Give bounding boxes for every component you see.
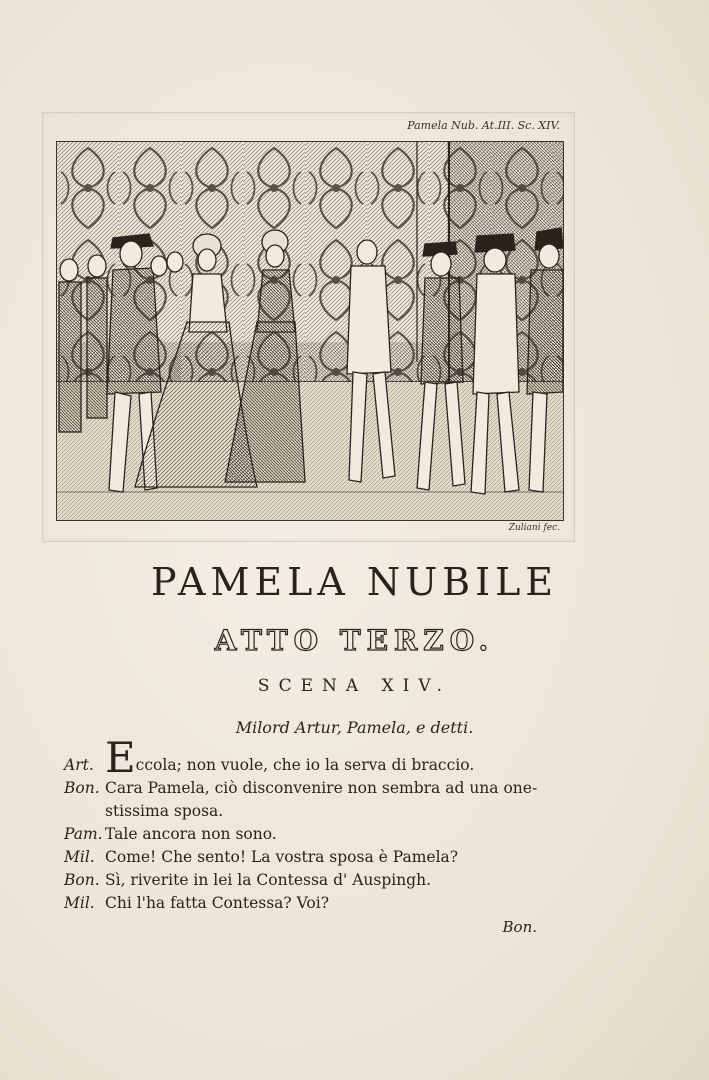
- dialogue-line: [64, 733, 564, 782]
- scene-heading: SCENA XIV.: [257, 676, 452, 696]
- scene-characters: Milord Artur, Pamela, e detti.: [235, 718, 474, 737]
- dialogue-text: Cara Pamela, ciò disconvenire non sembra ad una one-: [105, 779, 538, 797]
- catchword: Bon.: [502, 918, 537, 936]
- dialogue-text: Chi l'ha fatta Contessa? Voi?: [105, 894, 330, 912]
- act-heading: ATTO TERZO.: [214, 624, 495, 657]
- dialogue-text: Come! Che sento! La vostra sposa è Pamela?: [105, 848, 459, 866]
- dialogue-text: stissima sposa.: [105, 802, 224, 820]
- dialogue-text: Tale ancora non sono.: [105, 825, 277, 843]
- speaker-label: Mil.: [64, 894, 95, 912]
- dialogue-line: [64, 869, 564, 892]
- dialogue-block: [64, 733, 564, 915]
- speaker-label: Art.: [64, 756, 94, 774]
- dialogue-line: [64, 892, 564, 915]
- engraver-signature: Zuliani fec.: [508, 523, 560, 533]
- dialogue-line: [64, 777, 564, 800]
- plate-caption: Pamela Nub. At.III. Sc. XIV.: [407, 119, 560, 132]
- engraving-plate: [42, 112, 575, 542]
- dialogue-line-continuation: [64, 800, 564, 823]
- engraving-illustration: [56, 141, 564, 521]
- drop-cap: E: [105, 733, 136, 782]
- dialogue-text: Sì, riverite in lei la Contessa d' Auspingh.: [105, 871, 432, 889]
- dialogue-line: [64, 823, 564, 846]
- speaker-label: Bon.: [64, 871, 100, 889]
- dialogue-line: [64, 846, 564, 869]
- speaker-label: Bon.: [64, 779, 100, 797]
- speaker-label: Mil.: [64, 848, 95, 866]
- speaker-label: Pam.: [64, 825, 103, 843]
- play-title: PAMELA NUBILE: [150, 560, 559, 604]
- dialogue-text: ccola; non vuole, che io la serva di braccio.: [135, 756, 475, 774]
